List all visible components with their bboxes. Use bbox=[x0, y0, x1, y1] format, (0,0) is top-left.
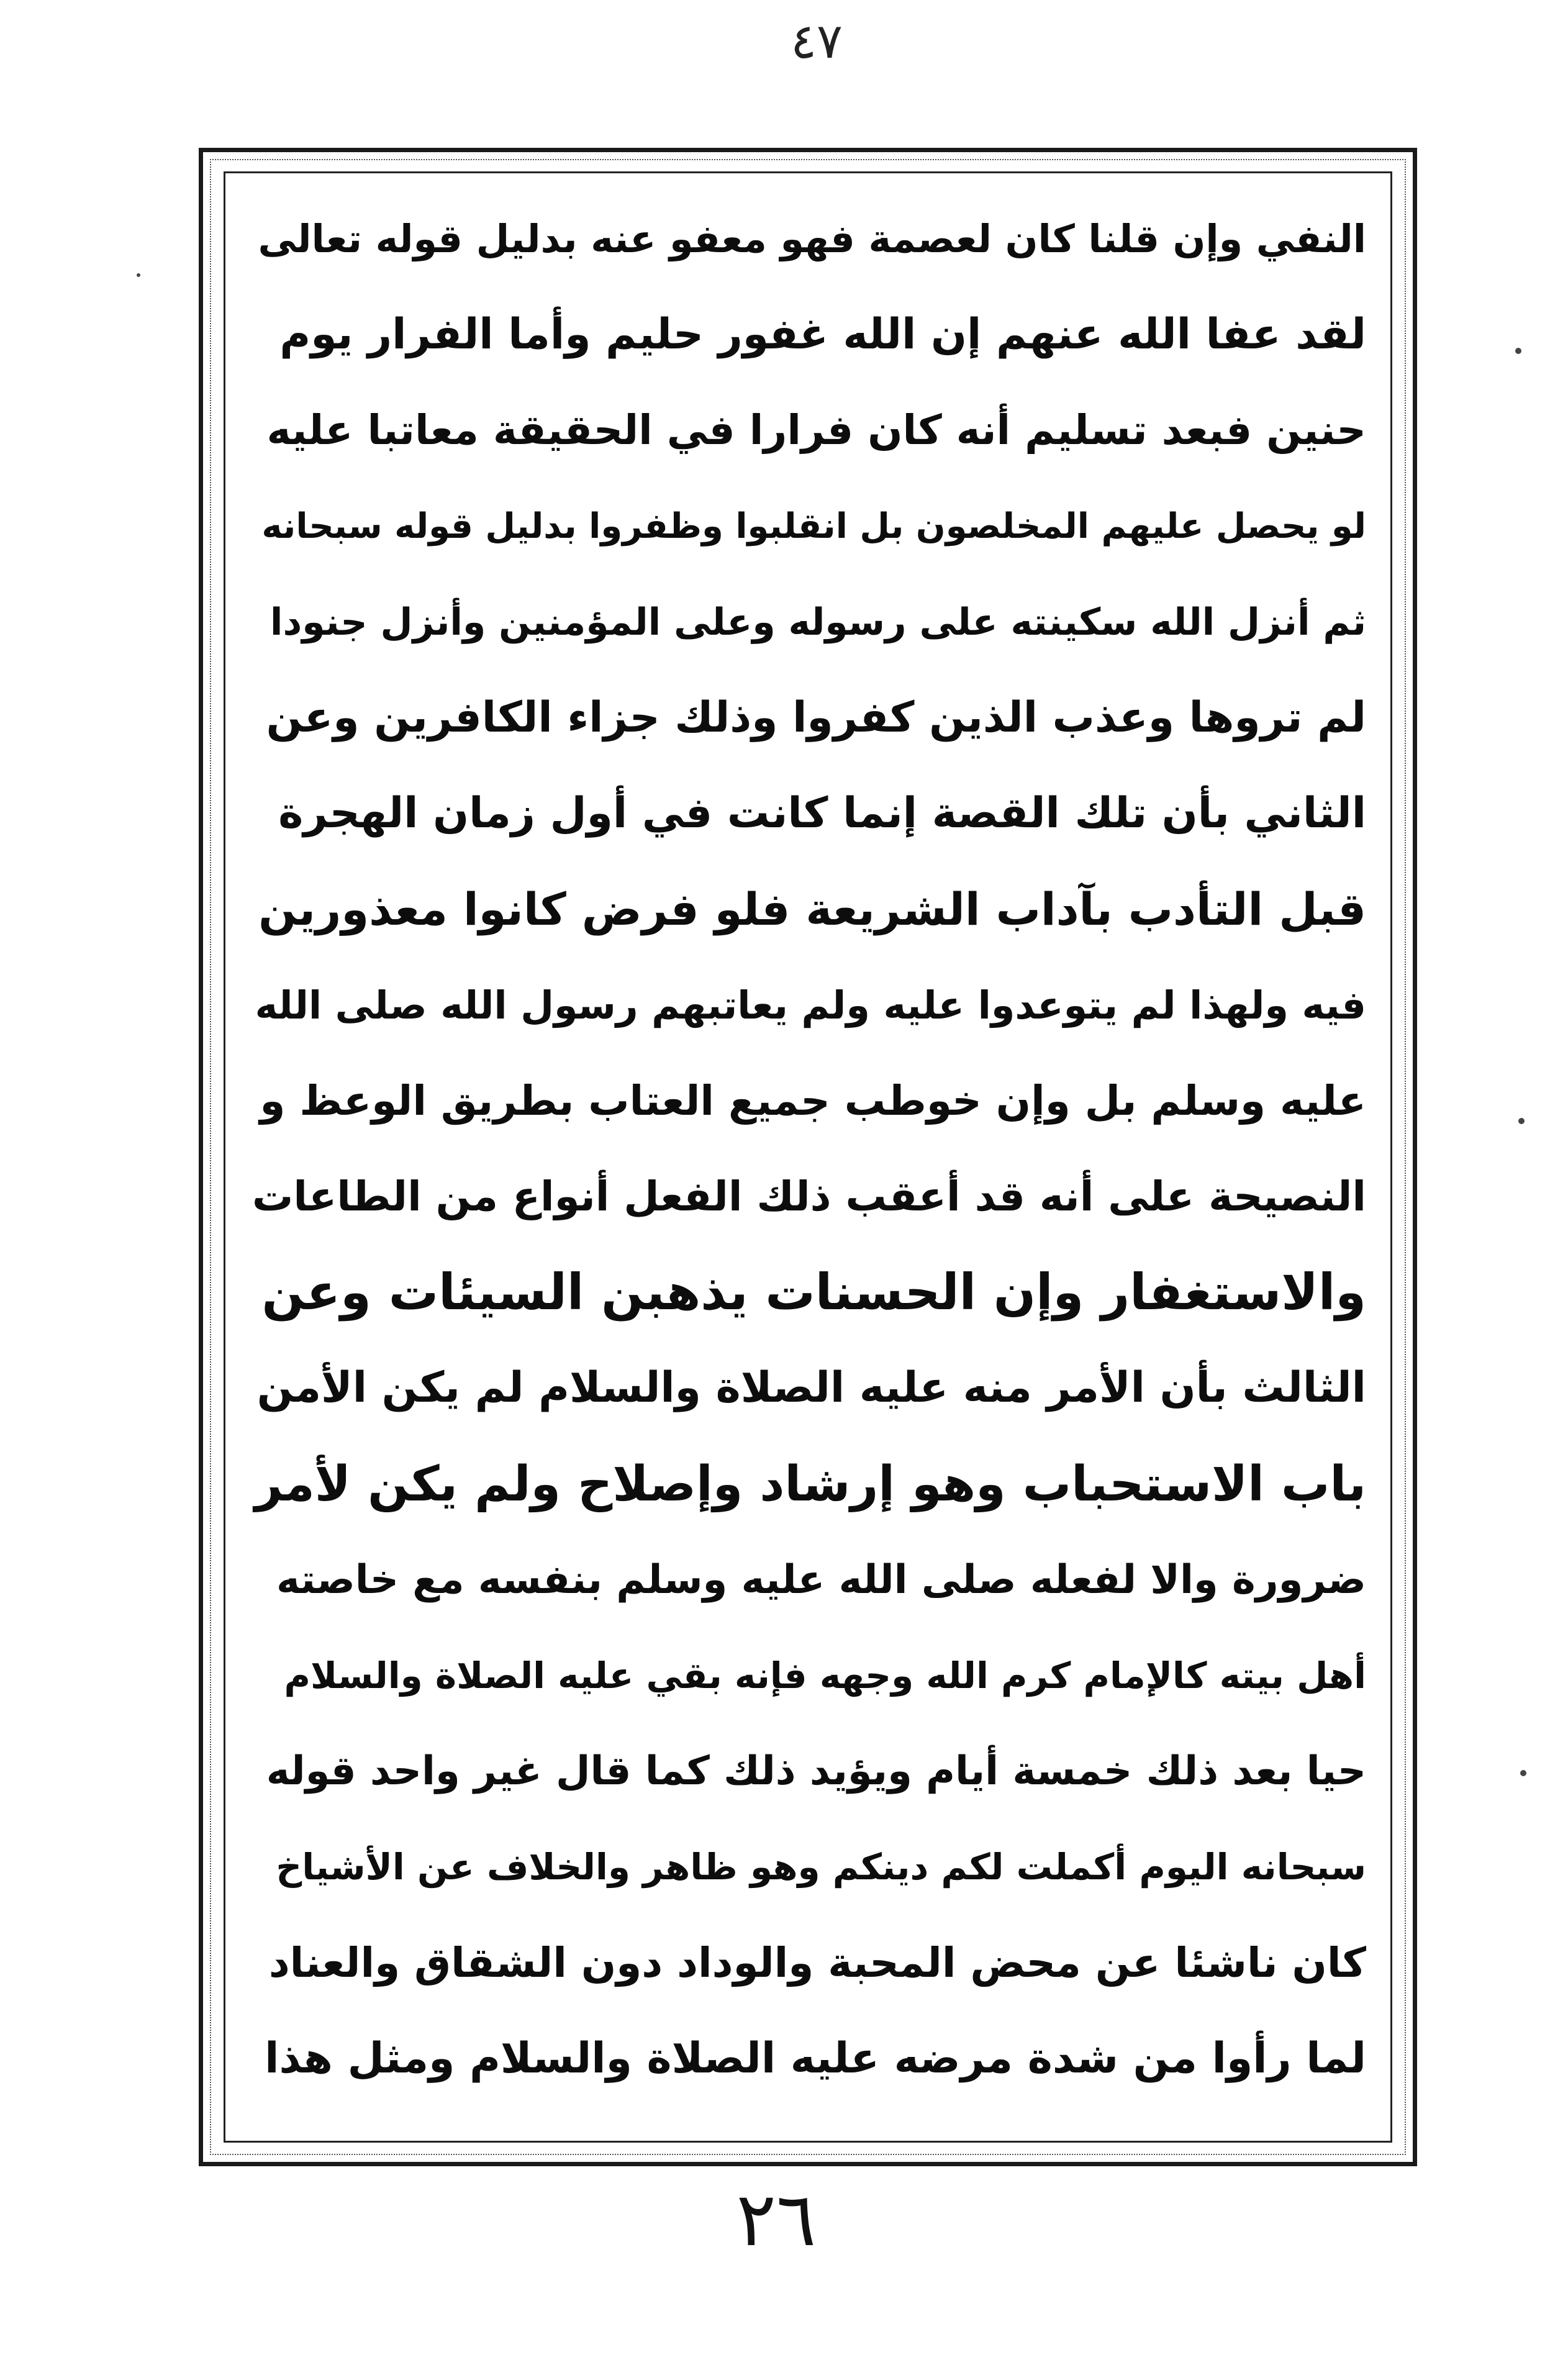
text-line: لم تروها وعذب الذين كفروا وذلك جزاء الكافرين وعن bbox=[266, 693, 1366, 743]
text-line: والاستغفار وإن الحسنات يذهبن السيئات وعن bbox=[261, 1263, 1366, 1322]
text-line: حنين فبعد تسليم أنه كان فرارا في الحقيقة معاتبا عليه bbox=[266, 406, 1366, 455]
text-line: أهل بيته كالإمام كرم الله وجهه فإنه بقي عليه الصلاة والسلام bbox=[284, 1654, 1366, 1697]
margin-speck bbox=[1520, 1770, 1526, 1776]
text-line: لقد عفا الله عنهم إن الله غفور حليم وأما الفرار يوم bbox=[279, 310, 1366, 360]
text-line: سبحانه اليوم أكملت لكم دينكم وهو ظاهر والخلاف عن الأشياخ bbox=[276, 1846, 1366, 1889]
text-line: قبل التأدب بآداب الشريعة فلو فرض كانوا معذورين bbox=[258, 883, 1366, 936]
text-line: الثالث بأن الأمر منه عليه الصلاة والسلام لم يكن الأمن bbox=[256, 1363, 1366, 1413]
page-number-top: ٤٧ bbox=[791, 14, 843, 70]
text-line: ضرورة والا لفعله صلى الله عليه وسلم بنفسه مع خاصته bbox=[276, 1556, 1366, 1603]
margin-speck bbox=[1515, 348, 1521, 354]
text-line: فيه ولهذا لم يتوعدوا عليه ولم يعاتبهم رسول الله صلى الله bbox=[255, 982, 1366, 1028]
text-line: كان ناشئا عن محض المحبة والوداد دون الشقاق والعناد bbox=[268, 1938, 1366, 1987]
text-line: عليه وسلم بل وإن خوطب جميع العتاب بطريق الوعظ و bbox=[260, 1076, 1366, 1125]
text-line: النصيحة على أنه قد أعقب ذلك الفعل أنواع من الطاعات bbox=[252, 1173, 1366, 1221]
text-line: الثاني بأن تلك القصة إنما كانت في أول زمان الهجرة bbox=[278, 789, 1366, 838]
margin-speck bbox=[137, 273, 140, 277]
text-line: باب الاستحباب وهو إرشاد وإصلاح ولم يكن لأمر bbox=[255, 1456, 1366, 1512]
manuscript-text-block bbox=[248, 193, 1366, 2105]
page-number-bottom: ٢٦ bbox=[736, 2177, 817, 2263]
text-line: لو يحصل عليهم المخلصون بل انقلبوا وظفروا بدليل قوله سبحانه bbox=[261, 506, 1366, 547]
text-line: حيا بعد ذلك خمسة أيام ويؤيد ذلك كما قال غير واحد قوله bbox=[266, 1748, 1366, 1795]
text-line: ثم أنزل الله سكينته على رسوله وعلى المؤمنين وأنزل جنودا bbox=[270, 600, 1366, 644]
margin-speck bbox=[1518, 1118, 1525, 1124]
text-line: النفي وإن قلنا كان لعصمة فهو معفو عنه بدليل قوله تعالى bbox=[258, 216, 1366, 261]
text-line: لما رأوا من شدة مرضه عليه الصلاة والسلام ومثل هذا bbox=[265, 2033, 1366, 2083]
